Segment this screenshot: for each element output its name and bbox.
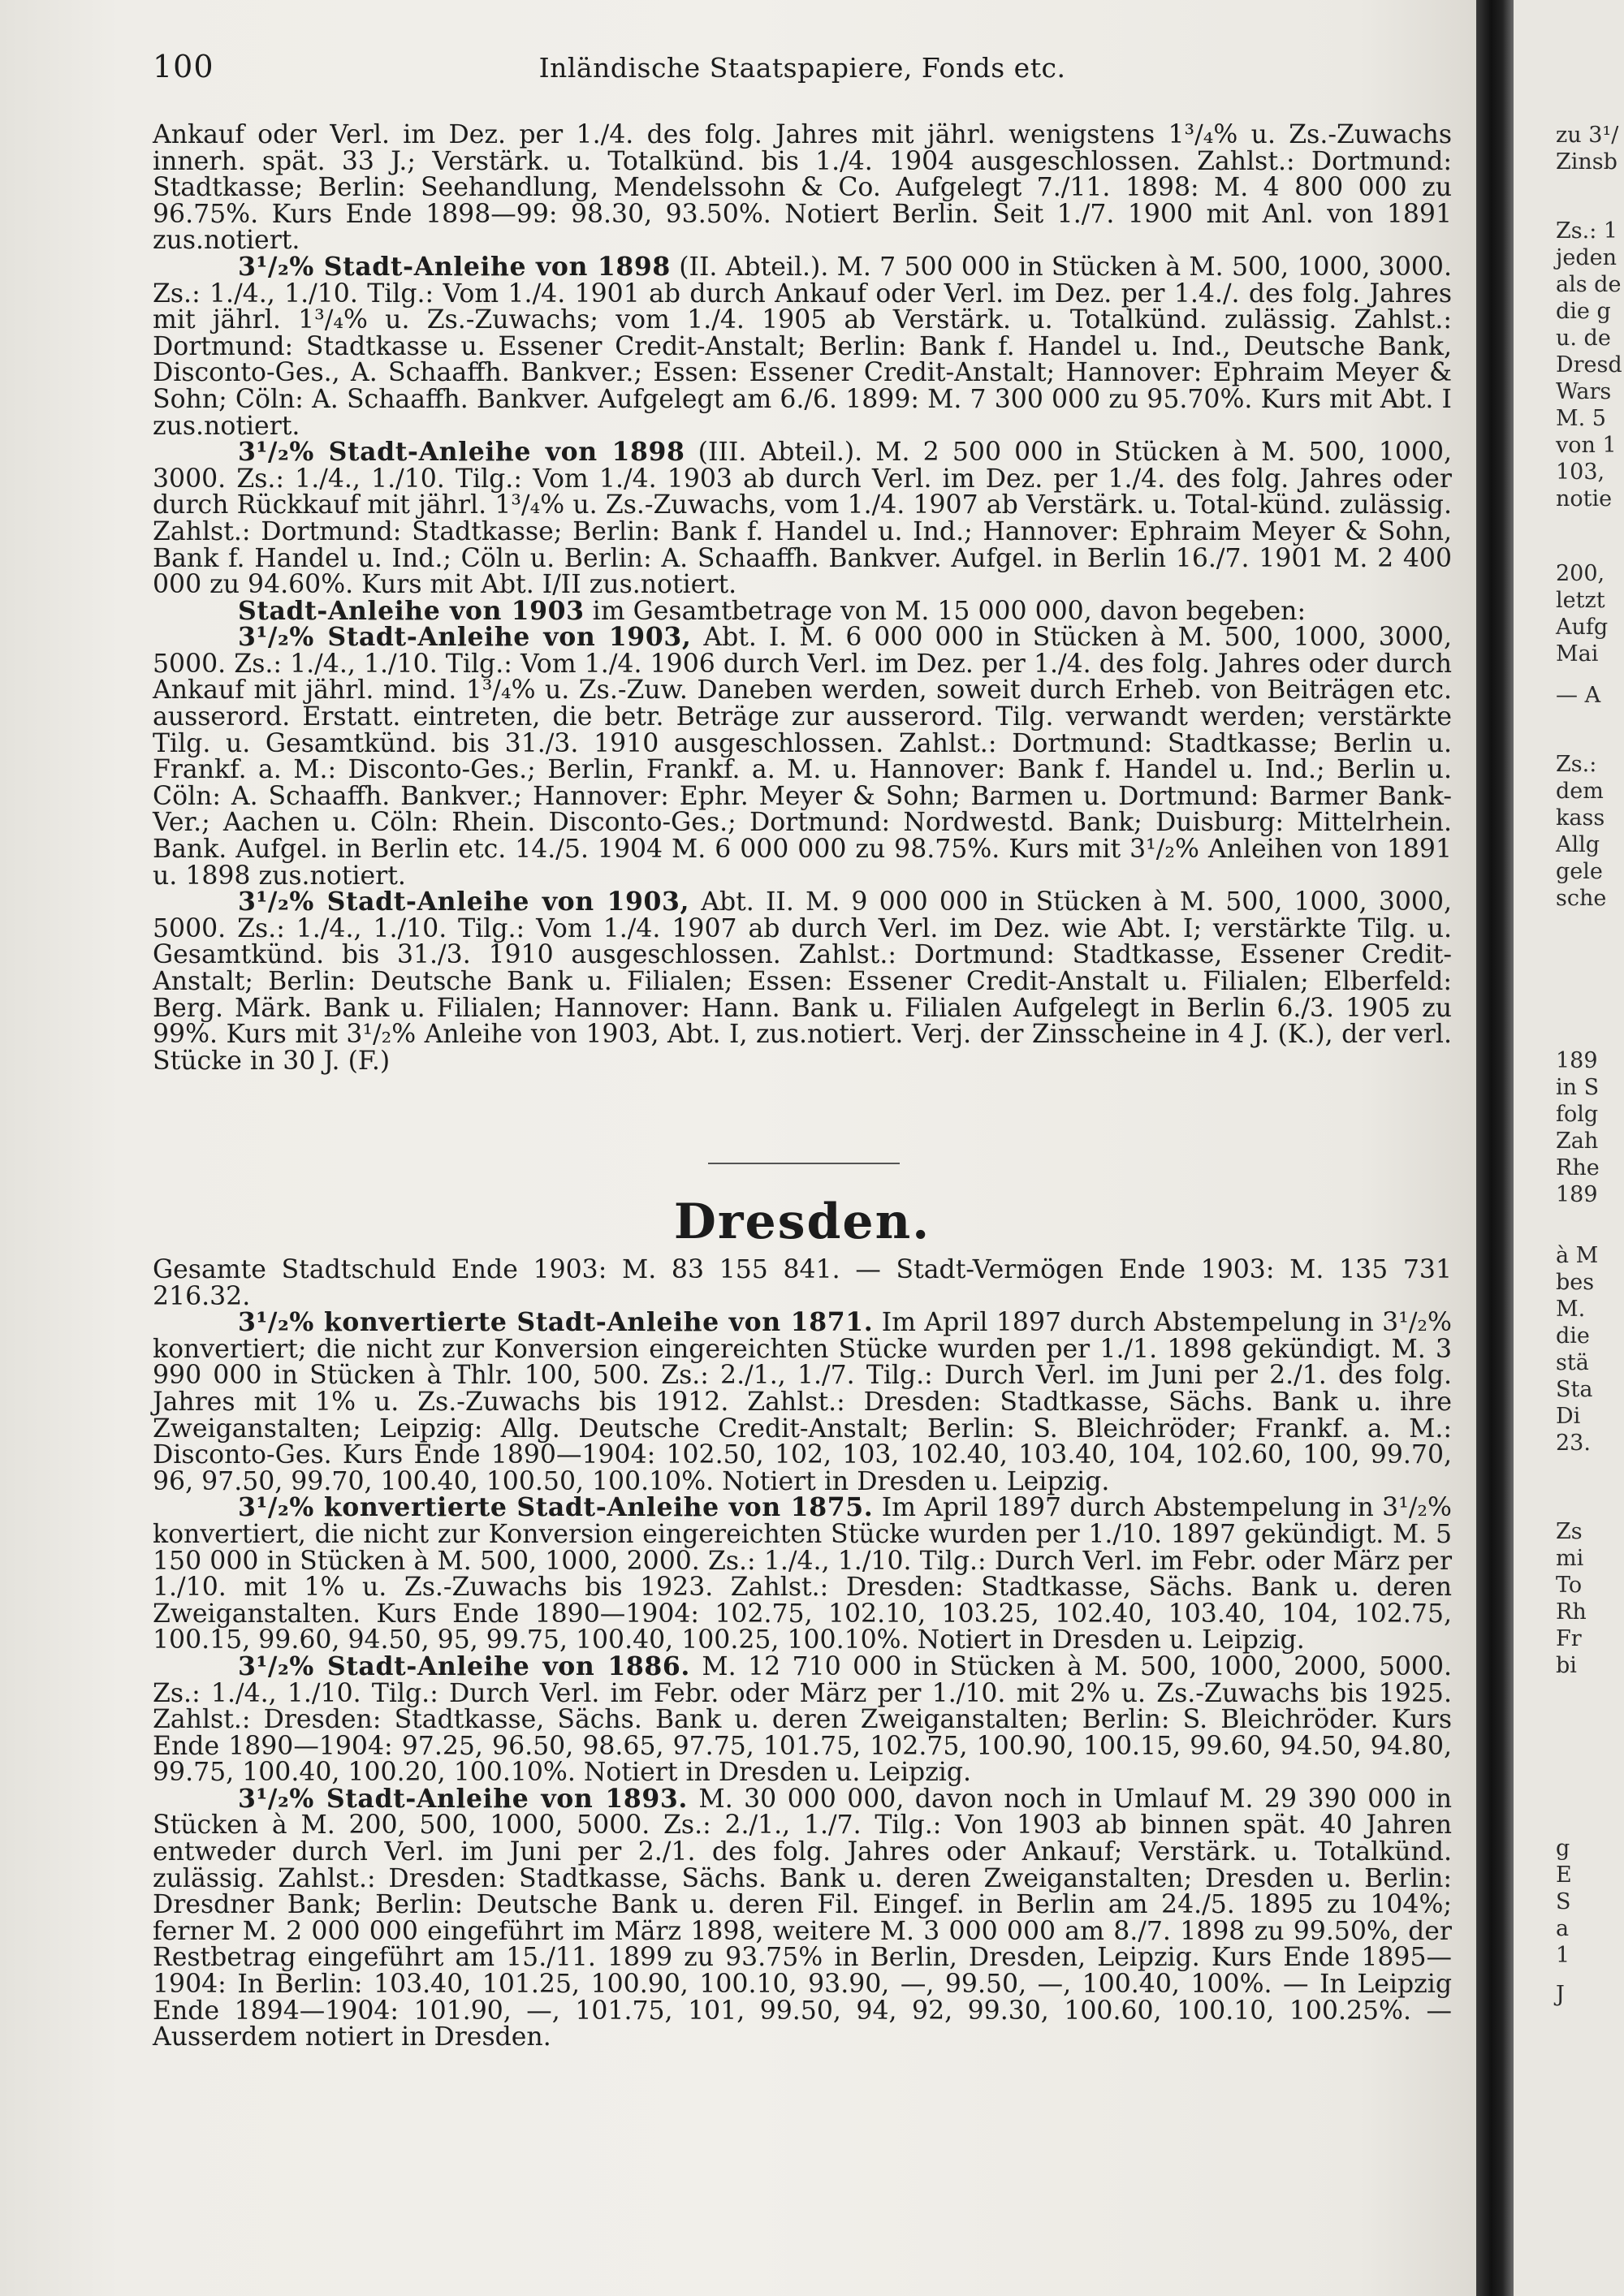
facing-page-fragment: bi: [1556, 1653, 1577, 1678]
facing-page-fragment: Wars: [1556, 379, 1612, 404]
facing-page-fragment: 103,: [1556, 460, 1605, 485]
facing-page-fragment: gele: [1556, 859, 1603, 884]
loan-heading: 3¹/₂% konvertierte Stadt-Anleihe von 1875.: [238, 1492, 874, 1523]
facing-page-fragment: bes: [1556, 1270, 1595, 1295]
facing-page-fragment: als de: [1556, 272, 1622, 297]
facing-page-fragment: Aufg: [1556, 615, 1609, 640]
facing-page-fragment: die: [1556, 1323, 1590, 1349]
facing-page-fragment: u. de: [1556, 326, 1611, 351]
facing-page-fragment: Sta: [1556, 1377, 1593, 1402]
facing-page-fragment: à M: [1556, 1243, 1599, 1268]
loan-text: Im April 1897 durch Abstempelung in 3¹/₂% konvertiert, die nicht zur Konversion eingereichten Stücke wurden per 1./10. 1897 gekündigt. M. 5 150 000 in Stücken à M. 500, 1000, 2000. Zs.: 1./4., 1./10. Tilg.: Durch Verl. im Febr. oder März per 1./10. mit 1% u. Zs.-Zuwachs bis 1923. Zahlst.: Dresden: Stadtkasse, Sächs. Bank u. deren Zweiganstalten. Kurs Ende 1890—1904: 102.75, 102.10, 103.25, 102.40, 103.40, 104, 102.75, 100.15, 99.60, 94.50, 95, 99.75, 100.40, 100.25, 100.10%. Notiert in Dresden u. Leipzig.: [153, 1493, 1452, 1655]
dresden-loans-section: [153, 1257, 1452, 2051]
facing-page-fragment: g: [1556, 1836, 1570, 1861]
page-header: [153, 49, 1452, 89]
facing-page-fragment: — A: [1556, 683, 1601, 708]
loan-entry: [153, 251, 1452, 441]
loan-heading: 3¹/₂% Stadt-Anleihe von 1898: [238, 437, 685, 468]
book-gutter-shadow: [1476, 0, 1514, 2296]
facing-page-fragment: Mai: [1556, 641, 1599, 667]
loan-text: (II. Abteil.). M. 7 500 000 in Stücken à M. 500, 1000, 3000. Zs.: 1./4., 1./10. Tilg.: Vom 1./4. 1901 ab durch Ankauf oder Verl. im Dez. per 1.4./. des folg. Jahres mit jährl. 1³/₄% u. Zs.-Zuwachs; vom 1./4. 1905 ab Verstärk. u. Totalkünd. zulässig. Zahlst.: Dortmund: Stadtkasse u. Essener Credit-Anstalt; Berlin: Bank f. Handel u. Ind., Deutsche Bank, Disconto-Ges., A. Schaaffh. Bankver.; Essen: Essener Credit-Anstalt; Hannover: Ephraim Meyer & Sohn; Cöln: A. Schaaffh. Bankver. Aufgelegt am 6./6. 1899: M. 7 300 000 zu 95.70%. Kurs mit Abt. I zus.notiert.: [153, 252, 1452, 441]
facing-page-fragment: M.: [1556, 1297, 1586, 1322]
facing-page-fragment: stä: [1556, 1350, 1589, 1375]
loan-text: M. 30 000 000, davon noch in Umlauf M. 29 390 000 in Stücken à M. 200, 500, 1000, 5000. Zs.: 2./1., 1./7. Tilg.: Von 1903 ab binnen spät. 40 Jahren entweder durch Verl. im Juni per 2./1. des folg. Jahres oder Ankauf; Verstärk. u. Totalkünd. zulässig. Zahlst.: Dresden: Stadtkasse, Sächs. Bank u. deren Zweiganstalten; Dresden u. Berlin: Dresdner Bank; Berlin: Deutsche Bank u. deren Fil. Eingef. in Berlin am 24./5. 1895 zu 104%; ferner M. 2 000 000 eingeführt im März 1898, weitere M. 3 000 000 am 8./7. 1898 zu 99.50%, der Restbetrag eingeführt am 15./11. 1899 zu 93.75% in Berlin, Dresden, Leipzig. Kurs Ende 1895—1904: In Berlin: 103.40, 101.25, 100.90, 100.10, 93.90, —, 99.50, —, 100.40, 100%. — In Leipzig Ende 1894—1904: 101.90, —, 101.75, 101, 99.50, 94, 92, 99.30, 100.60, 100.10, 100.25%. — Ausserdem notiert in Dresden.: [153, 1784, 1452, 2052]
facing-page-edge: [1514, 0, 1624, 2296]
facing-page-fragment: E: [1556, 1862, 1572, 1888]
facing-page-fragment: M. 5: [1556, 406, 1606, 431]
facing-page-fragment: in S: [1556, 1075, 1600, 1100]
loan-entry: [153, 1651, 1453, 1788]
loan-entry: [153, 1307, 1452, 1496]
loan-text: M. 12 710 000 in Stücken à M. 500, 1000, 2000, 5000. Zs.: 1./4., 1./10. Tilg.: Durch Verl. im Febr. oder März per 1./10. mit 2% u. Zs.-Zuwachs bis 1925. Zahlst.: Dresden: Stadtkasse, Sächs. Bank u. deren Zweiganstalten; Berlin: S. Bleichröder. Kurs Ende 1890—1904: 97.25, 96.50, 98.65, 97.75, 101.75, 102.75, 100.90, 100.15, 99.60, 94.50, 94.80, 99.75, 100.40, 100.20, 100.10%. Notiert in Dresden u. Leipzig.: [153, 1651, 1453, 1788]
loan-entry: [153, 595, 1452, 626]
loan-heading: 3¹/₂% Stadt-Anleihe von 1893.: [238, 1783, 688, 1814]
loan-heading: 3¹/₂% Stadt-Anleihe von 1898: [238, 251, 671, 282]
intro-paragraph: Ankauf oder Verl. im Dez. per 1./4. des folg. Jahres mit jährl. wenigstens 1³/₄% u. Zs.-Zuwachs innerh. spät. 33 J.; Verstärk. u. Totalkünd. bis 1./4. 1904 ausgeschlossen. Zahlst.: Dortmund: Stadtkasse; Berlin: Seehandlung, Mendelssohn & Co. Aufgelegt 7./11. 1898: M. 4 800 000 zu 96.75%. Kurs Ende 1898—99: 98.30, 93.50%. Notiert Berlin. Seit 1./7. 1900 mit Anl. von 1891 zus.notiert.: [153, 120, 1452, 256]
facing-page-fragment: Dresd: [1556, 352, 1622, 378]
facing-page-fragment: letzt: [1556, 588, 1605, 613]
facing-page-fragment: Allg: [1556, 832, 1600, 857]
facing-page-fragment: 189: [1556, 1182, 1598, 1207]
facing-page-fragment: Rhe: [1556, 1155, 1600, 1180]
facing-page-fragment: 23.: [1556, 1431, 1591, 1456]
facing-page-fragment: Zs.: 1: [1556, 218, 1618, 244]
facing-page-fragment: dem: [1556, 779, 1604, 804]
loan-heading: 3¹/₂% konvertierte Stadt-Anleihe von 1871.: [238, 1307, 874, 1338]
facing-page-fragment: Zinsb: [1556, 149, 1618, 175]
loan-entry: [153, 1492, 1452, 1655]
facing-page-fragment: Fr: [1556, 1626, 1582, 1651]
section-divider: [708, 1163, 900, 1164]
facing-page-fragment: Zah: [1556, 1129, 1599, 1154]
facing-page-fragment: von 1: [1556, 433, 1617, 458]
facing-page-fragment: notie: [1556, 486, 1613, 511]
city-heading-dresden: Dresden.: [673, 1193, 931, 1250]
facing-page-fragment: sche: [1556, 886, 1607, 911]
facing-page-fragment: Zs: [1556, 1519, 1583, 1544]
facing-page-fragment: a: [1556, 1916, 1570, 1941]
loan-text: Abt. II. M. 9 000 000 in Stücken à M. 500, 1000, 3000, 5000. Zs.: 1./4., 1./10. Tilg.: Vom 1./4. 1907 ab durch Verl. im Dez. wie Abt. I; verstärkte Tilg. u. Gesamtkünd. bis 31./3. 1910 ausgeschlossen. Zahlst.: Dortmund: Stadtkasse, Essener Credit-Anstalt; Berlin: Deutsche Bank u. Filialen; Essen: Essener Credit-Anstalt u. Filialen; Elberfeld: Berg. Märk. Bank u. Filialen; Hannover: Hann. Bank u. Filialen Aufgelegt in Berlin 6./3. 1905 zu 99%. Kurs mit 3¹/₂% Anleihe von 1903, Abt. I, zus.notiert. Verj. der Zinsscheine in 4 J. (K.), der verl. Stücke in 30 J. (F.): [153, 887, 1452, 1076]
facing-page-fragment: mi: [1556, 1546, 1584, 1571]
loan-entry: [153, 1783, 1452, 2052]
loan-heading: 3¹/₂% Stadt-Anleihe von 1886.: [238, 1651, 690, 1681]
facing-page-fragment: jeden: [1556, 245, 1618, 270]
running-title: Inländische Staatspapiere, Fonds etc.: [538, 52, 1066, 84]
page-number: 100: [153, 49, 214, 84]
loan-text: im Gesamtbetrage von M. 15 000 000, davon begeben:: [584, 596, 1307, 626]
loan-entry: [153, 624, 1452, 889]
facing-page-fragment: 1: [1556, 1943, 1570, 1968]
facing-page-fragment: 189: [1556, 1048, 1598, 1073]
dortmund-loans-section: [153, 122, 1452, 1074]
dresden-summary: Gesamte Stadtschuld Ende 1903: M. 83 155 841. — Stadt-Vermögen Ende 1903: M. 135 731 216.32.: [153, 1255, 1452, 1311]
facing-page-fragment: Zs.:: [1556, 752, 1597, 777]
facing-page-fragment: die g: [1556, 299, 1611, 324]
loan-text: (III. Abteil.). M. 2 500 000 in Stücken à M. 500, 1000, 3000. Zs.: 1./4., 1./10. Tilg.: Vom 1./4. 1903 ab durch Verl. im Dez. per 1./4. des folg. Jahres oder durch Rückkauf mit jährl. 1³/₄% u. Zs.-Zuwachs, vom 1./4. 1907 ab Verstärk. u. Total-künd. zulässig. Zahlst.: Dortmund: Stadtkasse; Berlin: Bank f. Handel u. Ind.; Hannover: Ephraim Meyer & Sohn, Bank f. Handel u. Ind.; Cöln u. Berlin: A. Schaaffh. Bankver. Aufgel. in Berlin 16./7. 1901 M. 2 400 000 zu 94.60%. Kurs mit Abt. I/II zus.notiert.: [153, 438, 1452, 600]
loan-heading: 3¹/₂% Stadt-Anleihe von 1903,: [238, 622, 692, 653]
loan-heading: Stadt-Anleihe von 1903: [238, 595, 585, 626]
loan-entry: [153, 889, 1452, 1074]
loan-text: Im April 1897 durch Abstempelung in 3¹/₂% konvertiert; die nicht zur Konversion eingereichten Stücke wurden per 1./1. 1898 gekündigt. M. 3 990 000 in Stücken à Thlr. 100, 500. Zs.: 2./1., 1./7. Tilg.: Durch Verl. im Juni per 2./1. des folg. Jahres mit 1% u. Zs.-Zuwachs bis 1912. Zahlst.: Dresden: Stadtkasse, Sächs. Bank u. ihre Zweiganstalten; Leipzig: Allg. Deutsche Credit-Anstalt; Berlin: S. Bleichröder; Frankf. a. M.: Disconto-Ges. Kurs Ende 1890—1904: 102.50, 102, 103, 102.40, 103.40, 104, 102.60, 100, 99.70, 96, 97.50, 99.70, 100.40, 100.50, 100.10%. Notiert in Dresden u. Leipzig.: [153, 1308, 1452, 1496]
loan-entry: [153, 439, 1452, 598]
loan-text: Abt. I. M. 6 000 000 in Stücken à M. 500, 1000, 3000, 5000. Zs.: 1./4., 1./10. Tilg.: Vom 1./4. 1906 durch Verl. im Dez. per 1./4. des folg. Jahres oder durch Ankauf mit jährl. mind. 1³/₄% u. Zs.-Zuw. Daneben werden, soweit durch Erheb. von Beiträgen etc. ausserord. Erstatt. eintreten, die betr. Beträge zur ausserord. Tilg. verwandt werden; verstärkte Tilg. u. Gesamtkünd. bis 31./3. 1910 ausgeschlossen. Zahlst.: Dortmund: Stadtkasse; Berlin u. Frankf. a. M.: Disconto-Ges.; Berlin, Frankf. a. M. u. Hannover: Bank f. Handel u. Ind.; Berlin u. Cöln: A. Schaaffh. Bankver.; Hannover: Ephr. Meyer & Sohn; Barmen u. Dortmund: Barmer Bank-Ver.; Aachen u. Cöln: Rhein. Disconto-Ges.; Dortmund: Nordwestd. Bank; Duisburg: Mittelrhein. Bank. Aufgel. in Berlin etc. 14./5. 1904 M. 6 000 000 zu 98.75%. Kurs mit 3¹/₂% Anleihen von 1891 u. 1898 zus.notiert.: [153, 623, 1452, 891]
facing-page-fragment: J: [1556, 1982, 1565, 2007]
facing-page-fragment: To: [1556, 1573, 1583, 1598]
facing-page-fragment: folg: [1556, 1102, 1599, 1127]
facing-page-fragment: kass: [1556, 805, 1605, 831]
loan-heading: 3¹/₂% Stadt-Anleihe von 1903,: [238, 887, 690, 917]
facing-page-fragment: zu 3¹/: [1556, 123, 1619, 148]
facing-page-fragment: 200,: [1556, 561, 1605, 586]
facing-page-fragment: Rh: [1556, 1599, 1587, 1625]
facing-page-fragment: S: [1556, 1889, 1571, 1914]
facing-page-fragment: Di: [1556, 1404, 1581, 1429]
